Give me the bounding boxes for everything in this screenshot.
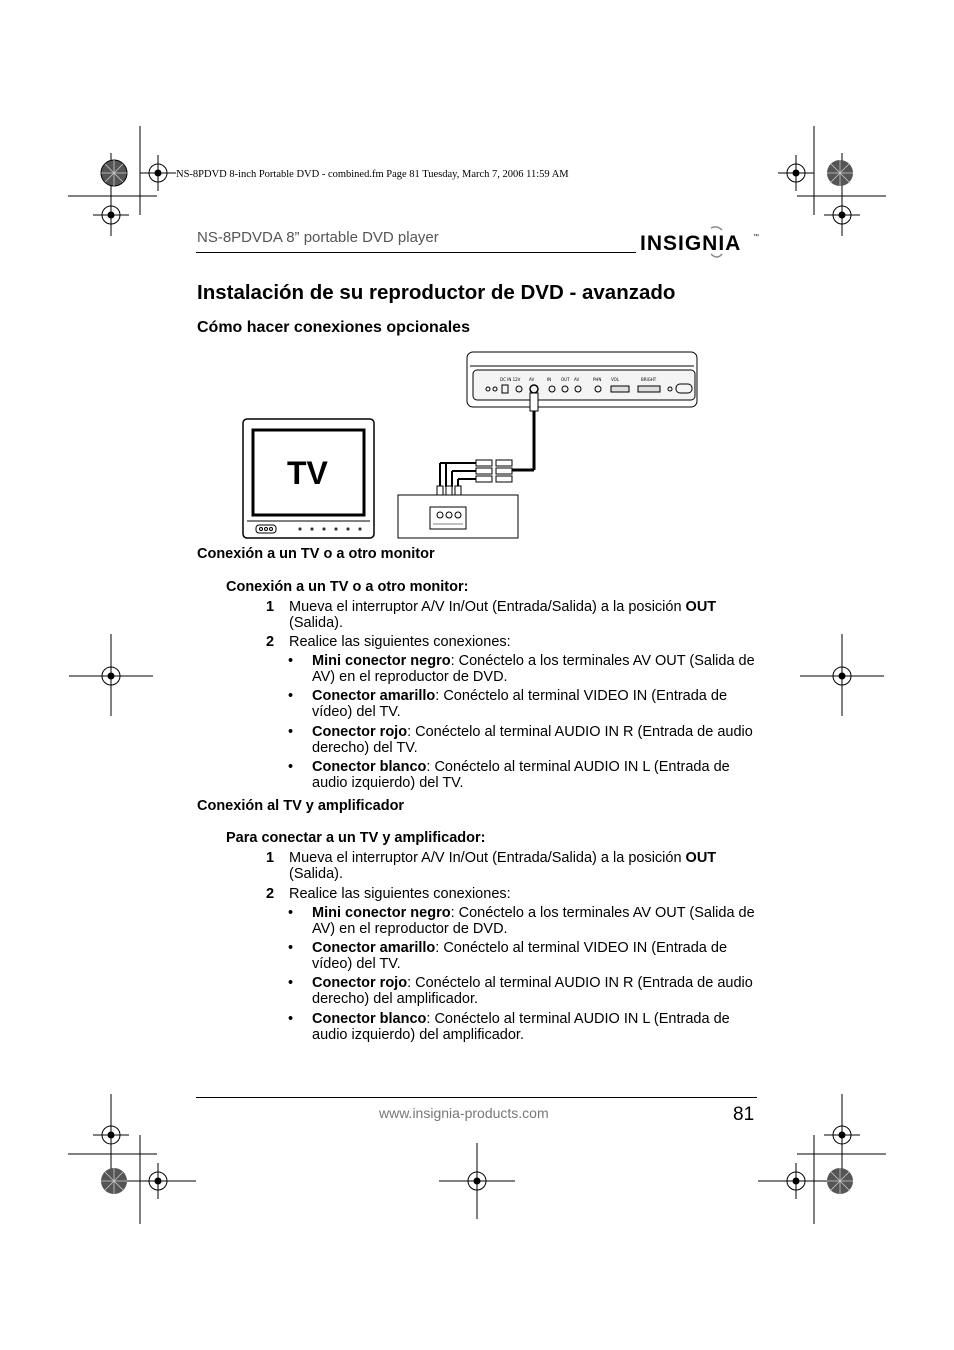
page-title: Instalación de su reproductor de DVD - avanzado xyxy=(197,281,676,304)
footer-rule xyxy=(196,1097,757,1098)
bullet-item: • Mini conector negro: Conéctelo a los terminales AV OUT (Salida de AV) en el reproductor de DVD. xyxy=(288,905,755,937)
tv-back-panel-illustration xyxy=(398,495,518,538)
procedure-title-2: Para conectar a un TV y amplificador: xyxy=(226,830,486,846)
header-subtitle: NS-8PDVDA 8” portable DVD player xyxy=(197,229,439,246)
svg-text:PHN: PHN xyxy=(593,377,602,382)
svg-text:AV: AV xyxy=(529,377,535,382)
bullet-item: • Conector amarillo: Conéctelo al terminal VIDEO IN (Entrada de vídeo) del TV. xyxy=(288,940,728,972)
step-item: 1 Mueva el interruptor A/V In/Out (Entrada/Salida) a la posición OUT (Salida). xyxy=(266,850,717,882)
bullet-item: • Conector blanco: Conéctelo al terminal AUDIO IN L (Entrada de audio izquierdo) del TV. xyxy=(288,759,730,791)
logo-text: INSIGNIA xyxy=(640,232,742,255)
page-number: 81 xyxy=(733,1104,755,1125)
svg-text:AV: AV xyxy=(574,377,580,382)
svg-text:IN: IN xyxy=(547,377,552,382)
bullet-item: • Conector blanco: Conéctelo al terminal AUDIO IN L (Entrada de audio izquierdo) del amplificador. xyxy=(288,1011,730,1043)
section-title: Cómo hacer conexiones opcionales xyxy=(197,319,470,336)
step-item: 1 Mueva el interruptor A/V In/Out (Entrada/Salida) a la posición OUT (Salida). xyxy=(266,599,717,631)
figure-caption-1: Conexión a un TV o a otro monitor xyxy=(197,546,435,562)
step-item: 2 Realice las siguientes conexiones: xyxy=(266,634,511,650)
dvd-player-illustration xyxy=(467,352,697,407)
svg-text:DC IN 12V: DC IN 12V xyxy=(500,377,521,382)
tv-label: TV xyxy=(287,455,328,491)
bullet-item: • Mini conector negro: Conéctelo a los terminales AV OUT (Salida de AV) en el reproductor de DVD. xyxy=(288,653,755,685)
svg-text:BRIGHT: BRIGHT xyxy=(641,377,657,382)
svg-text:OUT: OUT xyxy=(561,377,570,382)
bullet-item: • Conector amarillo: Conéctelo al terminal VIDEO IN (Entrada de vídeo) del TV. xyxy=(288,688,728,720)
svg-text:VOL: VOL xyxy=(611,377,620,382)
bullet-item: • Conector rojo: Conéctelo al terminal AUDIO IN R (Entrada de audio derecho) del amplificador. xyxy=(288,975,753,1007)
bullet-item: • Conector rojo: Conéctelo al terminal AUDIO IN R (Entrada de audio derecho) del TV. xyxy=(288,724,753,756)
procedure-title-1: Conexión a un TV o a otro monitor: xyxy=(226,579,469,595)
logo-trademark: ™ xyxy=(753,234,759,240)
print-meta-line: NS-8PDVD 8-inch Portable DVD - combined.fm Page 81 Tuesday, March 7, 2006 11:59 AM xyxy=(176,169,569,180)
footer-url: www.insignia-products.com xyxy=(379,1105,549,1121)
step-item: 2 Realice las siguientes conexiones: xyxy=(266,886,511,902)
figure-caption-2: Conexión al TV y amplificador xyxy=(197,798,405,814)
